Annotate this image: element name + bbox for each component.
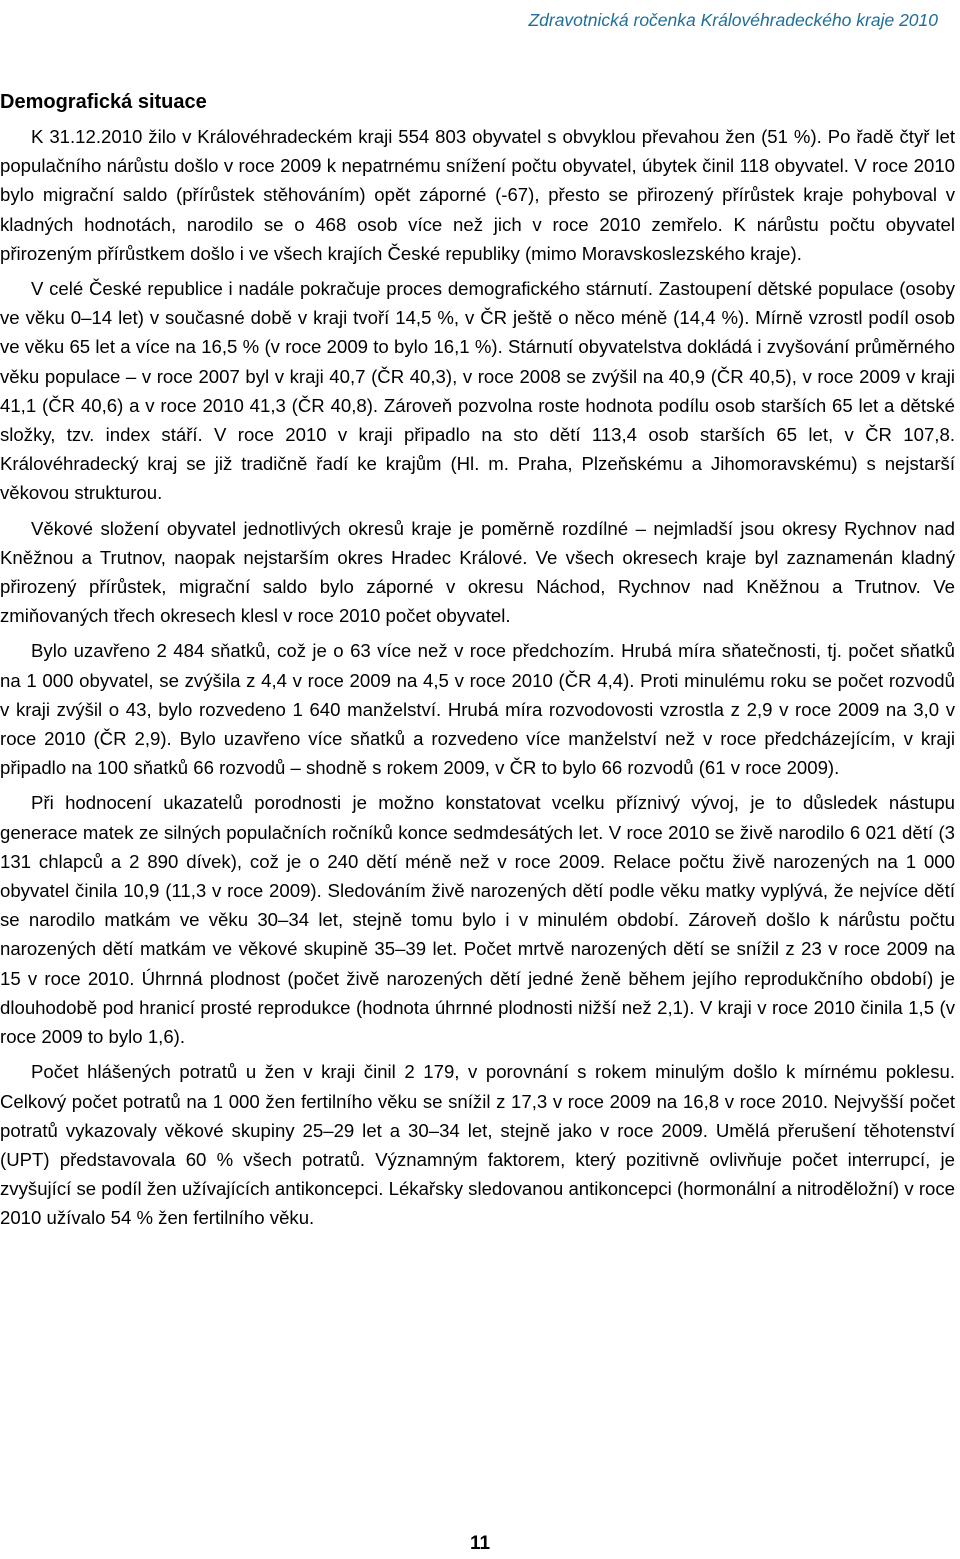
paragraph-population: K 31.12.2010 žilo v Královéhradeckém kraji 554 803 obyvatel s obvyklou převahou žen (51 %). Po řadě čtyř let populačního nárůstu došlo v roce 2009 k nepatrnému snížení počtu obyvatel, úbytek činil 118 obyvatel. V roce 2010 bylo migrační saldo (přírůstek stěhováním) opět záporné (-67), přesto se přirozený přírůstek kraje pohyboval v kladných hodnotách, narodilo se o 468 osob více než jich v roce 2010 zemřelo. K nárůstu počtu obyvatel přirozeným přírůstkem došlo i ve všech krajích České republiky (mimo Moravskoslezského kraje). <box>0 126 955 264</box>
paragraph-abortions: Počet hlášených potratů u žen v kraji činil 2 179, v porovnání s rokem minulým došlo k mírnému poklesu. Celkový počet potratů na 1 000 žen fertilního věku se snížil z 17,3 v roce 2009 na 16,8 v roce 2010. Nejvyšší počet potratů vykazovaly věkové skupiny 25–29 let a 30–34 let, stejně jako v roce 2009. Umělá přerušení těhotenství (UPT) představovala 60 % všech potratů. Významným faktorem, který pozitivně ovlivňuje počet interrupcí, je zvyšující se podíl žen užívajících antikoncepci. Lékařsky sledovanou antikoncepci (hormonální a nitroděložní) v roce 2010 užívalo 54 % žen fertilního věku. <box>0 1061 955 1229</box>
paragraph-natality: Při hodnocení ukazatelů porodnosti je možno konstatovat vcelku příznivý vývoj, je to důsledek nástupu generace matek ze silných populačních ročníků konce sedmdesátých let. V roce 2010 se živě narodilo 6 021 dětí (3 131 chlapců a 2 890 dívek), což je o 240 dětí méně než v roce 2009. Relace počtu živě narozených na 1 000 obyvatel činila 10,9 (11,3 v roce 2009). Sledováním živě narozených dětí podle věku matky vyplývá, že nejvíce dětí se narodilo matkám ve věku 30–34 let, stejně tomu bylo i v minulém období. Zároveň došlo k nárůstu počtu narozených dětí matkám ve věkové skupině 35–39 let. Počet mrtvě narozených dětí se snížil z 23 v roce 2009 na 15 v roce 2010. Úhrnná plodnost (počet živě narozených dětí jedné ženě během jejího reprodukčního období) je dlouhodobě pod hranicí prosté reprodukce (hodnota úhrnné plodnosti nižší než 2,1). V kraji v roce 2010 činila 1,5 (v roce 2009 to bylo 1,6). <box>0 792 955 1048</box>
section-title: Demografická situace <box>0 91 207 113</box>
running-header-title: Zdravotnická ročenka Královéhradeckého kraje 2010 <box>528 10 938 30</box>
paragraph-marriages: Bylo uzavřeno 2 484 sňatků, což je o 63 více než v roce předchozím. Hrubá míra sňatečnosti, tj. počet sňatků na 1 000 obyvatel, se zvýšila z 4,4 v roce 2009 na 4,5 v roce 2010 (ČR 4,4). Proti minulému roku se počet rozvodů v kraji zvýšil o 43, bylo rozvedeno 1 640 manželství. Hrubá míra rozvodovosti vzrostla z 2,9 v roce 2009 na 3,0 v roce 2010 (ČR 2,9). Bylo uzavřeno více sňatků a rozvedeno více manželství než v roce předcházejícím, v kraji připadlo na 100 sňatků 66 rozvodů – shodně s rokem 2009, v ČR to bylo 66 rozvodů (61 v roce 2009). <box>0 640 955 779</box>
paragraph-aging: V celé České republice i nadále pokračuje proces demografického stárnutí. Zastoupení dětské populace (osoby ve věku 0–14 let) v současné době v kraji tvoří 14,5 %, v ČR ještě o něco méně (14,4 %). Mírně vzrostl podíl osob ve věku 65 let a více na 16,5 % (v roce 2009 to bylo 16,1 %). Stárnutí obyvatelstva dokládá i zvyšování průměrného věku populace – v roce 2007 byl v kraji 40,7 (ČR 40,3), v roce 2008 se zvýšil na 40,9 (ČR 40,5), v roce 2009 v kraji 41,1 (ČR 40,6) a v roce 2010 41,3 (ČR 40,8). Zároveň pozvolna roste hodnota podílu osob starších 65 let a dětské složky, tzv. index stáří. V roce 2010 v kraji připadlo na sto dětí 113,4 osob starších 65 let, v ČR 107,8. Královéhradecký kraj se již tradičně řadí ke krajům (Hl. m. Praha, Plzeňskému a Jihomoravskému) s nejstarší věkovou strukturou. <box>0 278 955 504</box>
page-number: 11 <box>469 1533 491 1554</box>
running-header <box>0 0 960 40</box>
body-text <box>0 122 955 1239</box>
paragraph-districts: Věkové složení obyvatel jednotlivých okresů kraje je poměrně rozdílné – nejmladší jsou okresy Rychnov nad Kněžnou a Trutnov, naopak nejstarším okres Hradec Králové. Ve všech okresech kraje byl zaznamenán kladný přirozený přírůstek, migrační saldo bylo záporné v okresu Náchod, Rychnov nad Kněžnou a Trutnov. Ve zmiňovaných třech okresech klesl v roce 2010 počet obyvatel. <box>0 517 955 627</box>
